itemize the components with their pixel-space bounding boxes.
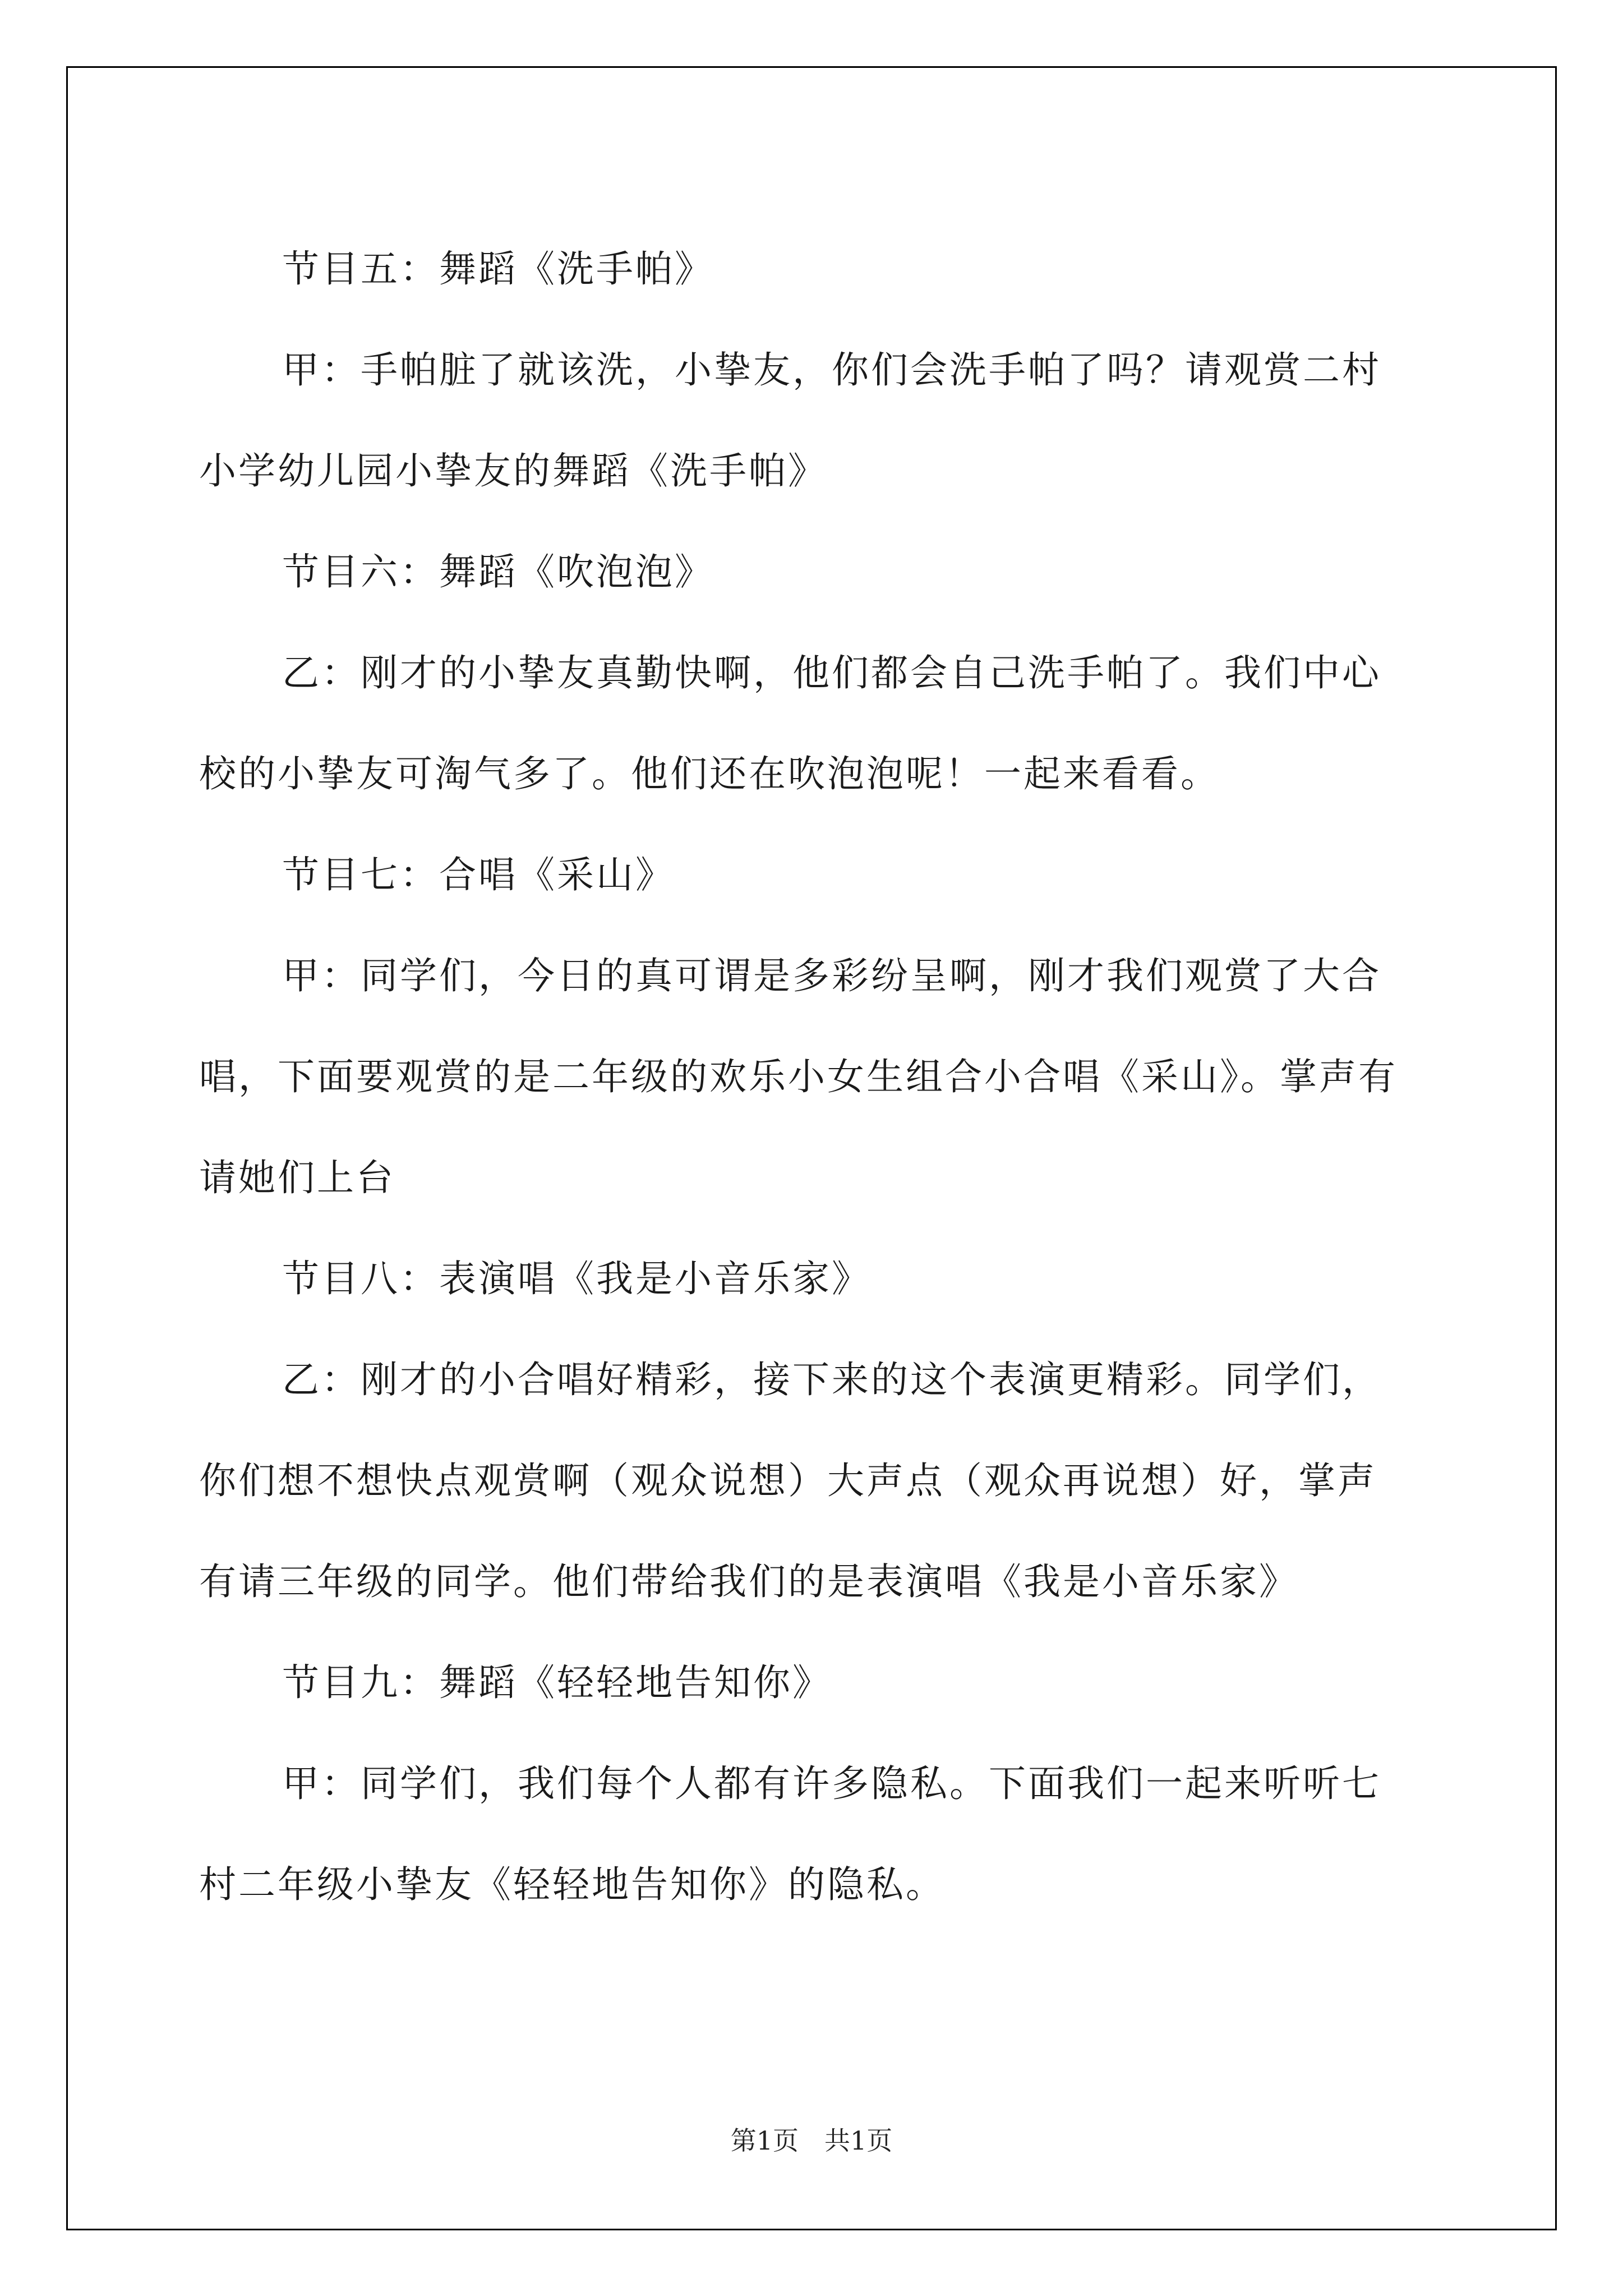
text-line: 小学幼儿园小挚友的舞蹈《洗手帕》: [199, 449, 827, 493]
text-line: 节目五：舞蹈《洗手帕》: [282, 247, 714, 291]
text-line: 请她们上台: [199, 1156, 395, 1199]
paragraph-intro-8: [199, 1329, 1427, 1632]
paragraph-program-6: [199, 522, 1427, 623]
text-line: 节目七：合唱《采山》: [282, 853, 675, 896]
text-line: 节目六：舞蹈《吹泡泡》: [282, 550, 714, 593]
paragraph-intro-9: [199, 1733, 1427, 1935]
text-line: 乙：刚才的小合唱好精彩，接下来的这个表演更精彩。同学们，: [282, 1358, 1381, 1401]
text-line: 校的小挚友可淘气多了。他们还在吹泡泡呢！一起来看看。: [199, 752, 1220, 795]
paragraph-program-7: [199, 825, 1427, 926]
paragraph-intro-5: [199, 320, 1427, 522]
text-line: 甲：同学们，今日的真可谓是多彩纷呈啊，刚才我们观赏了大合: [282, 954, 1381, 997]
text-line: 甲：同学们，我们每个人都有许多隐私。下面我们一起来听听七: [282, 1762, 1381, 1805]
paragraph-program-5: [199, 219, 1427, 320]
text-line: 有请三年级的同学。他们带给我们的是表演唱《我是小音乐家》: [199, 1560, 1298, 1603]
text-line: 唱，下面要观赏的是二年级的欢乐小女生组合小合唱《采山》。掌声有: [199, 1055, 1398, 1098]
text-line: 甲：手帕脏了就该洗，小挚友，你们会洗手帕了吗？请观赏二村: [282, 348, 1381, 392]
page-number-footer: 第1页 共1页: [730, 2125, 893, 2156]
paragraph-program-8: [199, 1228, 1427, 1329]
paragraph-program-9: [199, 1632, 1427, 1733]
text-line: 村二年级小挚友《轻轻地告知你》的隐私。: [199, 1863, 945, 1906]
text-line: 节目八：表演唱《我是小音乐家》: [282, 1257, 871, 1300]
text-line: 节目九：舞蹈《轻轻地告知你》: [282, 1661, 832, 1704]
text-line: 乙：刚才的小挚友真勤快啊，他们都会自己洗手帕了。我们中心: [282, 651, 1381, 694]
document-body: [199, 219, 1427, 1935]
text-line: 你们想不想快点观赏啊（观众说想）大声点（观众再说想）好，掌声: [199, 1459, 1377, 1502]
paragraph-intro-6: [199, 623, 1427, 825]
paragraph-intro-7: [199, 926, 1427, 1228]
